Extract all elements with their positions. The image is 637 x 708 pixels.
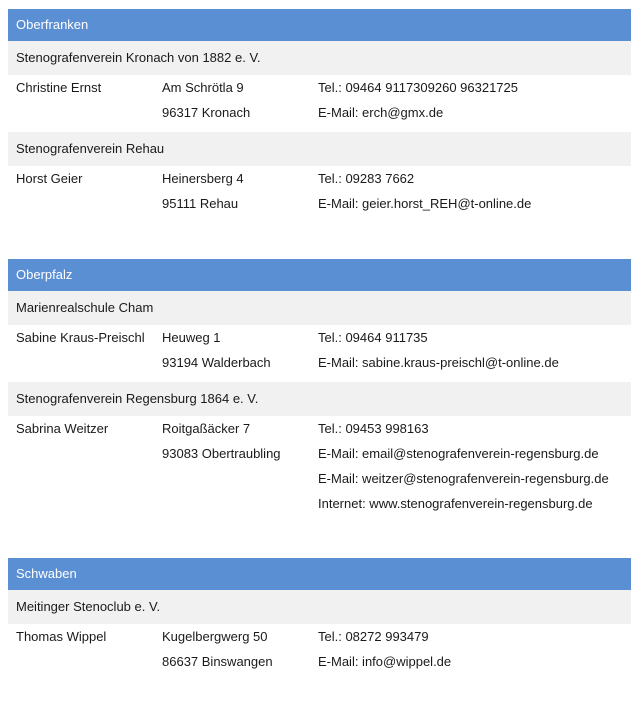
contact-info-column (318, 416, 628, 516)
contact-name-column (16, 75, 154, 100)
street: Heinersberg 4 (162, 171, 244, 186)
contact-row (8, 624, 631, 681)
address-column (162, 624, 312, 674)
postal-city: 93194 Walderbach (162, 355, 271, 370)
contact-name-column (16, 166, 154, 191)
contact-row (8, 416, 631, 524)
email-link[interactable]: E-Mail: weitzer@stenografenverein-regensburg.de (318, 471, 609, 486)
club-name: Stenografenverein Regensburg 1864 e. V. (8, 382, 631, 416)
address-column (162, 166, 312, 216)
contact-name: Thomas Wippel (16, 629, 107, 644)
address-column (162, 75, 312, 125)
email-link[interactable]: E-Mail: info@wippel.de (318, 654, 452, 669)
region-oberpfalz (8, 259, 631, 524)
contact-name: Sabine Kraus-Preischl (16, 330, 145, 345)
email-link[interactable]: E-Mail: sabine.kraus-preischl@t-online.de (318, 355, 559, 370)
postal-city: 96317 Kronach (162, 105, 251, 120)
postal-city: 93083 Obertraubling (162, 446, 281, 461)
contact-name-column (16, 624, 154, 649)
email-link[interactable]: E-Mail: erch@gmx.de (318, 105, 444, 120)
phone: Tel.: 09453 998163 (318, 421, 429, 436)
club-name: Marienrealschule Cham (8, 291, 631, 325)
contact-info-column (318, 624, 628, 674)
phone: Tel.: 08272 993479 (318, 629, 429, 644)
contact-name: Christine Ernst (16, 80, 102, 95)
region-header: Oberfranken (8, 9, 631, 41)
website-link[interactable]: Internet: www.stenografenverein-regensburg.de (318, 496, 593, 511)
phone: Tel.: 09283 7662 (318, 171, 415, 186)
phone: Tel.: 09464 911735 (318, 330, 428, 345)
contact-info-column (318, 75, 628, 125)
street: Am Schrötla 9 (162, 80, 244, 95)
address-column (162, 416, 312, 466)
contact-row (8, 166, 631, 223)
address-column (162, 325, 312, 375)
club-name: Stenografenverein Kronach von 1882 e. V. (8, 41, 631, 75)
contact-info-column (318, 325, 628, 375)
region-header: Oberpfalz (8, 259, 631, 291)
email-link[interactable]: E-Mail: geier.horst_REH@t-online.de (318, 196, 532, 211)
club-name: Meitinger Stenoclub e. V. (8, 590, 631, 624)
street: Kugelbergwerg 50 (162, 629, 268, 644)
region-schwaben (8, 558, 631, 681)
postal-city: 95111 Rehau (162, 196, 239, 211)
contact-row (8, 325, 631, 382)
contact-name-column (16, 325, 154, 346)
street: Roitgaßäcker 7 (162, 421, 251, 436)
email-link[interactable]: E-Mail: email@stenografenverein-regensburg.de (318, 446, 599, 461)
club-name: Stenografenverein Rehau (8, 132, 631, 166)
contact-name-column (16, 416, 154, 441)
region-header: Schwaben (8, 558, 631, 590)
postal-city: 86637 Binswangen (162, 654, 273, 669)
contact-info-column (318, 166, 628, 216)
contact-name: Horst Geier (16, 171, 83, 186)
phone: Tel.: 09464 9117309260 96321725 (318, 80, 519, 95)
region-oberfranken (8, 9, 631, 223)
street: Heuweg 1 (162, 330, 221, 345)
contact-row (8, 75, 631, 132)
contact-name: Sabrina Weitzer (16, 421, 109, 436)
